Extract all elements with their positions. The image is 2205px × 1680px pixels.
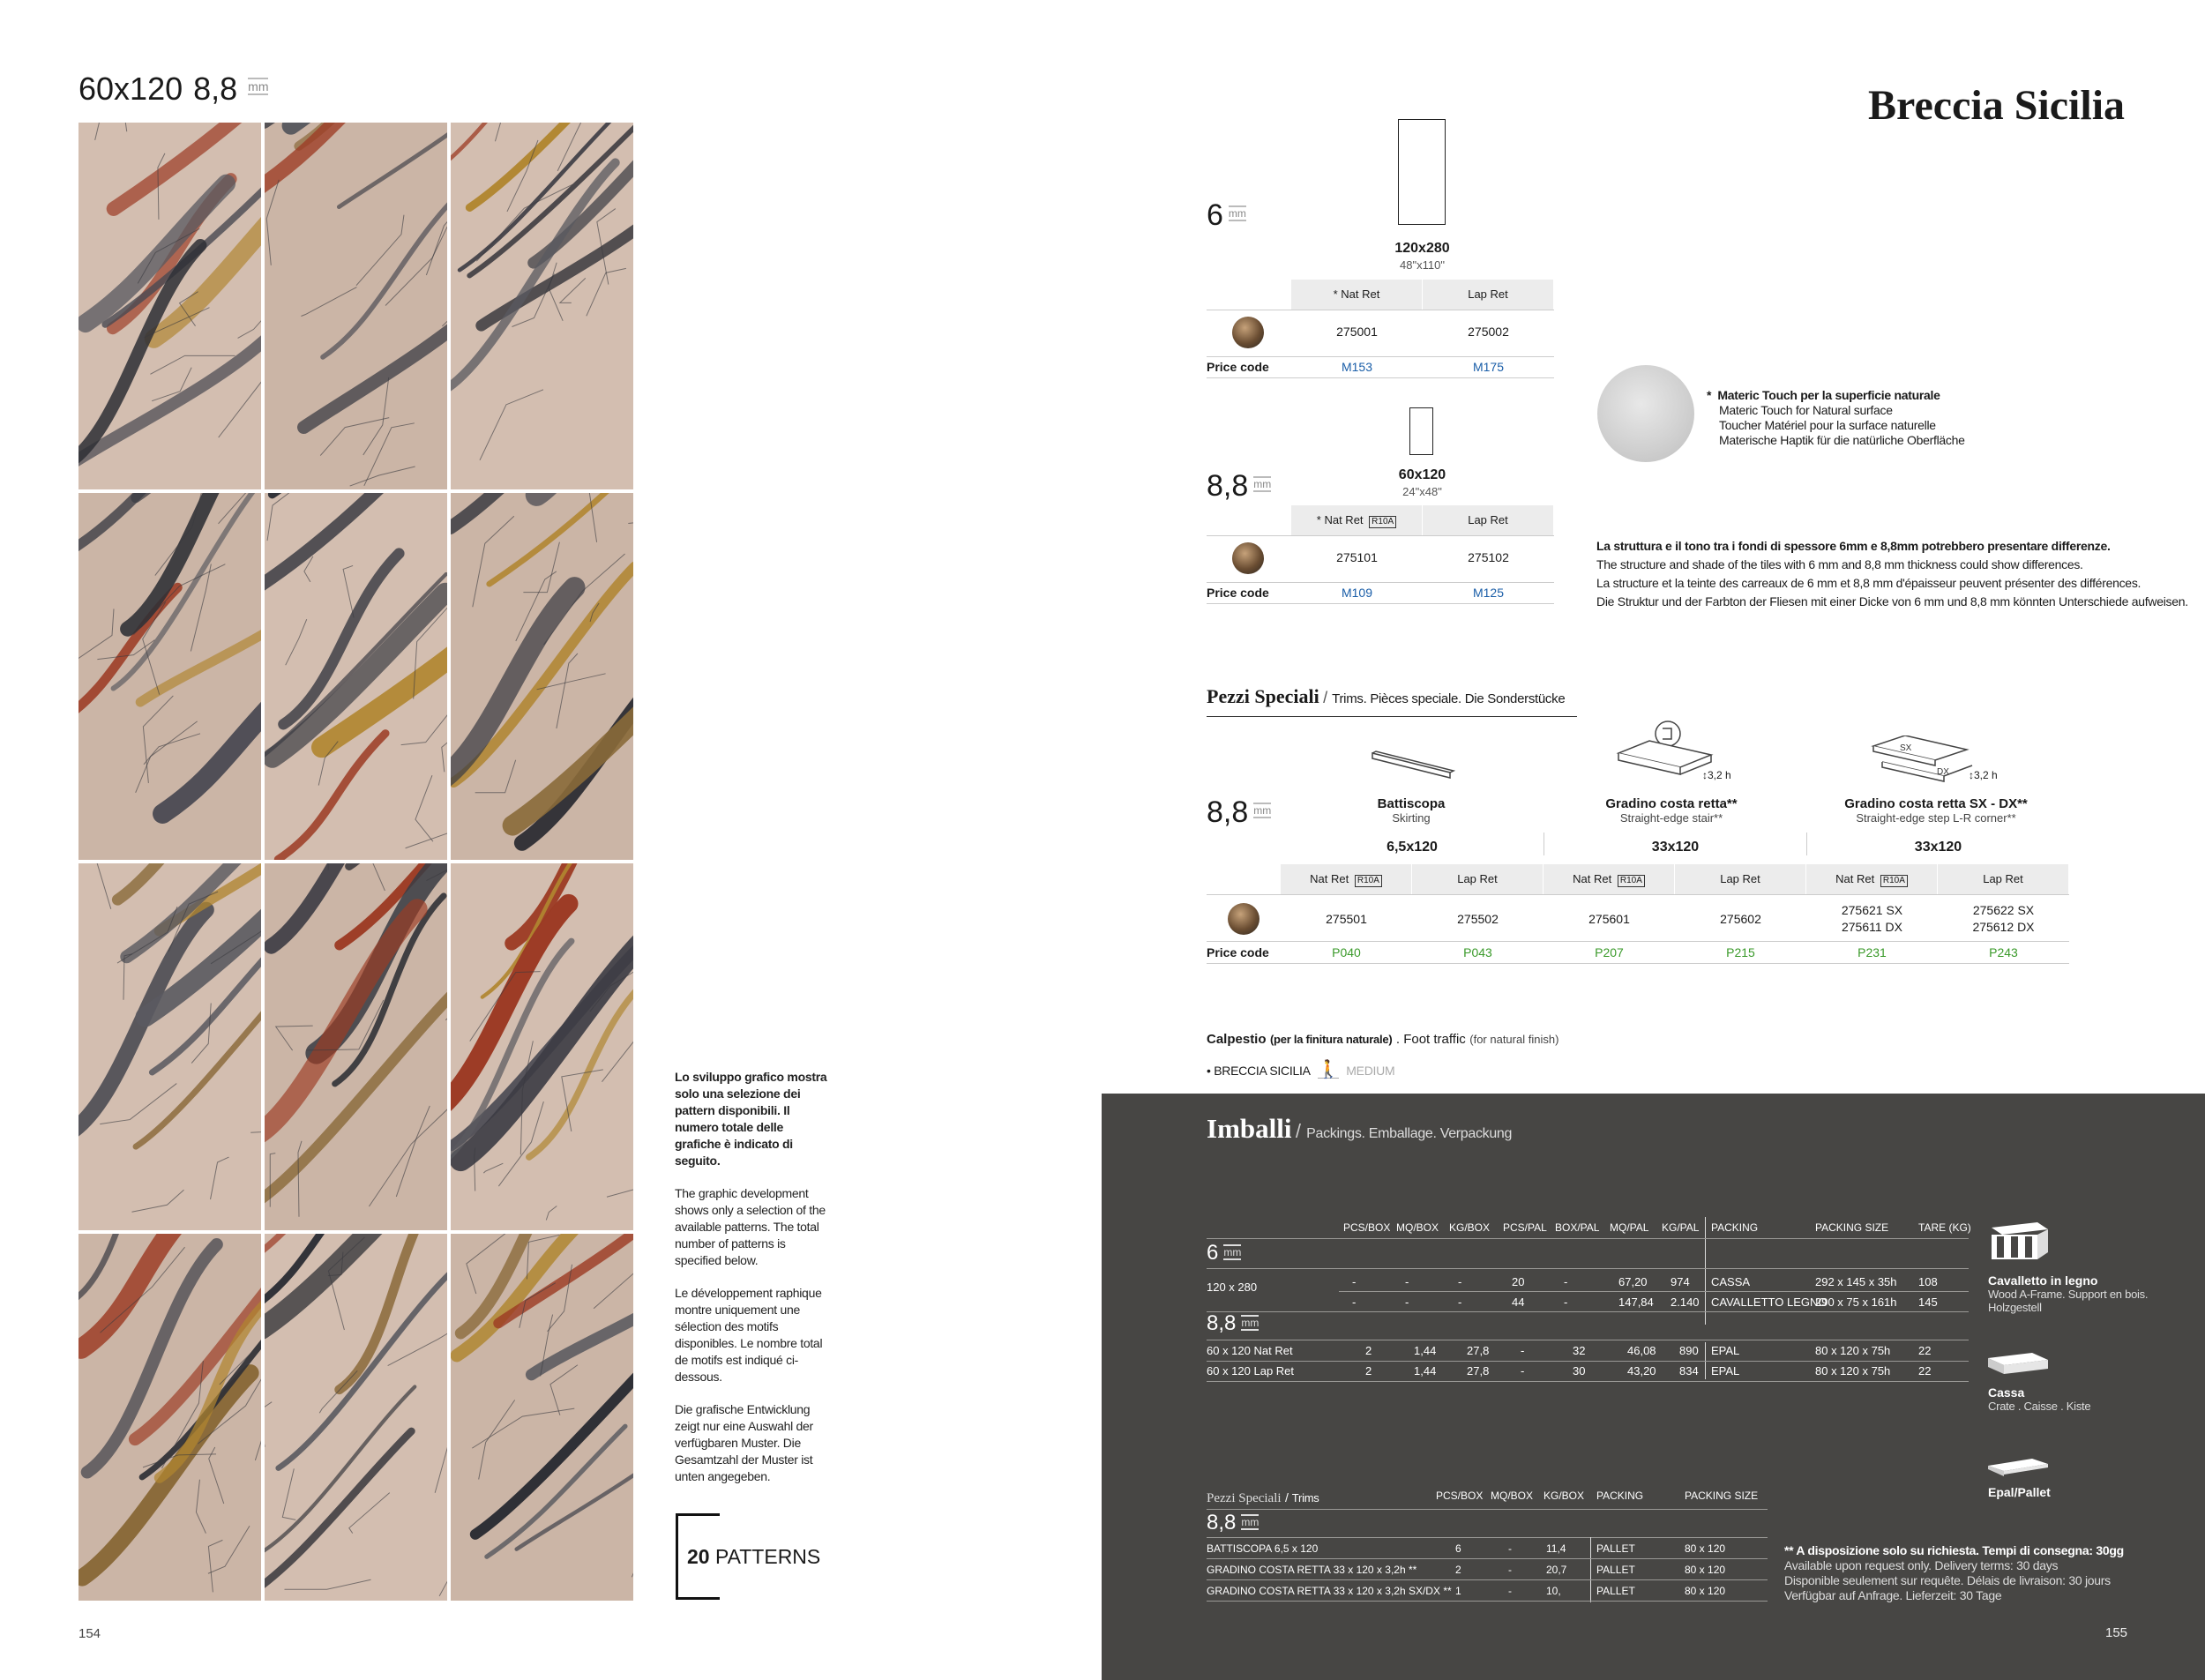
skirting-icon	[1367, 748, 1455, 783]
price-code: P207	[1595, 945, 1624, 959]
packing-cell: 22	[1918, 1344, 1932, 1357]
trims-packing-group	[1207, 1511, 1259, 1535]
packing-cell: 32	[1573, 1344, 1586, 1357]
marble-pattern-tile	[451, 863, 633, 1230]
materic-note	[1707, 388, 1965, 448]
packing-cell: 20	[1512, 1275, 1525, 1288]
col-header: MQ/PAL	[1610, 1221, 1649, 1234]
group-unit: mm	[1241, 1516, 1259, 1528]
format-shape-60x120	[1409, 407, 1433, 455]
col-header: PACKING SIZE	[1815, 1221, 1889, 1234]
divider	[1207, 582, 1554, 583]
sx-label: SX	[1900, 743, 1912, 753]
col-header: PCS/BOX	[1343, 1221, 1391, 1234]
traffic-level: MEDIUM	[1346, 1063, 1395, 1078]
packing-cell: 6	[1455, 1542, 1461, 1555]
group-unit: mm	[1241, 1317, 1259, 1329]
marble-pattern-tile	[78, 863, 261, 1230]
packing-vline	[1705, 1217, 1706, 1325]
slab88-codes	[1291, 550, 1554, 564]
packing-cell: 1	[1455, 1585, 1461, 1597]
difference-fr: La structure et la teinte des carreaux de 6 mm et 8,8 mm d'épaisseur peuvent présenter des différences.	[1596, 576, 2141, 590]
packing-cell: -	[1458, 1275, 1462, 1288]
trim-code: 275612 DX	[1972, 920, 2035, 934]
wood-frame-icon	[1984, 1215, 2052, 1265]
difference-de: Die Struktur und der Farbton der Fliesen mit einer Dicke von 6 mm und 8,8 mm könnten Unterschiede aufweisen.	[1596, 594, 2188, 609]
packing-cell: 145	[1918, 1295, 1938, 1309]
packing-group-6	[1207, 1241, 1241, 1266]
code-nat: 275101	[1336, 550, 1378, 564]
packing-cell: 1,44	[1414, 1364, 1437, 1378]
height-text: 3,2 h	[1974, 769, 1998, 781]
legend-wood-frame	[1988, 1273, 2148, 1314]
patterns-count	[687, 1545, 820, 1569]
difference-it: La struttura e il tono tra i fondi di spessore 6mm e 8,8mm potrebbero presentare differenze.	[1596, 539, 2111, 553]
packing-cell: -	[1458, 1295, 1462, 1309]
format-inch: 48"x110"	[1400, 258, 1445, 272]
col-header: KG/PAL	[1662, 1221, 1700, 1234]
packing-rule	[1207, 1509, 1768, 1510]
packing-cell: -	[1508, 1542, 1512, 1555]
divider	[1207, 535, 1554, 536]
r10a-badge: R10A	[1355, 875, 1382, 887]
trims-header	[1281, 864, 2069, 894]
header-nat-ret	[1291, 505, 1423, 535]
trims-codes	[1281, 901, 2069, 937]
corner-step-icon	[1870, 735, 1976, 787]
marble-pattern-tile	[78, 123, 261, 489]
trims-packing-header-row	[1207, 1490, 1768, 1507]
product-title: Breccia Sicilia	[1868, 82, 2126, 129]
trim-sub: Straight-edge stair**	[1619, 811, 1723, 825]
packing-cell: GRADINO COSTA RETTA 33 x 120 x 3,2h SX/DX **	[1207, 1585, 1452, 1597]
packing-cell: PALLET	[1596, 1542, 1635, 1555]
traffic-en: Foot traffic	[1403, 1032, 1466, 1047]
description-it: Lo sviluppo grafico mostra solo una selezione dei pattern disponibili. Il numero totale delle grafiche è indicato di seguito.	[675, 1070, 827, 1168]
trim-corner	[1817, 796, 2055, 825]
slab6-prices	[1291, 360, 1554, 374]
col-header: KG/BOX	[1544, 1490, 1585, 1502]
legend-name: Cassa	[1988, 1385, 2025, 1400]
header-text: * Nat Ret	[1316, 513, 1364, 526]
price-code-label: Price code	[1207, 945, 1269, 959]
divider	[1207, 377, 1554, 378]
packing-cell: 2	[1365, 1344, 1372, 1357]
header-lap-ret: Lap Ret	[1423, 280, 1554, 310]
packing-cell: 1,44	[1414, 1344, 1437, 1357]
header-nat-ret	[1544, 864, 1675, 894]
packing-cell: -	[1508, 1585, 1512, 1597]
stair-height: ↕3,2 h	[1702, 769, 1731, 781]
trim-sizes	[1281, 833, 2069, 855]
header-lap-ret: Lap Ret	[1675, 864, 1806, 894]
slab88-prices	[1291, 586, 1554, 600]
description-fr: Le développement raphique montre uniquement une sélection des motifs disponibles. Le nombre total de motifs est indiqué ci-dessous.	[675, 1286, 823, 1384]
marble-pattern-tile	[451, 1234, 633, 1601]
trim-skirting	[1323, 796, 1499, 825]
group-thickness: 8,8	[1207, 1511, 1237, 1534]
legend-name: Cavalletto in legno	[1988, 1273, 2098, 1288]
packing-cell: 22	[1918, 1364, 1932, 1378]
trim-code: 275621 SX	[1841, 903, 1903, 917]
packing-rule	[1339, 1291, 1969, 1292]
packing-cell: 20,7	[1546, 1564, 1567, 1576]
thickness-unit: mm	[1253, 804, 1272, 817]
format-thickness: 8,8	[193, 71, 238, 107]
legend-sub: Wood A-Frame. Support en bois.	[1988, 1288, 2149, 1301]
trim-sub: Skirting	[1392, 811, 1431, 825]
price-code: P040	[1332, 945, 1361, 959]
traffic-label: Calpestio	[1207, 1032, 1267, 1047]
packing-cell: 60 x 120 Nat Ret	[1207, 1344, 1293, 1357]
col-header: BOX/PAL	[1555, 1221, 1600, 1234]
page-number-left: 154	[78, 1626, 101, 1641]
trims-packing-heading: Pezzi Speciali / Trims	[1207, 1490, 1319, 1505]
packing-cell: -	[1405, 1275, 1409, 1288]
trim-size: 33x120	[1806, 833, 2069, 855]
r10a-badge: R10A	[1369, 516, 1396, 528]
packing-cell: 11,4	[1546, 1542, 1566, 1555]
materic-texture-image	[1597, 365, 1694, 462]
price-code: P243	[1989, 945, 2018, 959]
trims-packing-title: Pezzi Speciali	[1207, 1491, 1282, 1505]
format-label: 120x280	[1394, 241, 1450, 256]
packing-rule	[1207, 1311, 1969, 1312]
col-header: KG/BOX	[1449, 1221, 1491, 1234]
trims-subtitle: Trims. Pièces speciale. Die Sonderstücke	[1332, 691, 1566, 706]
packing-cell: 27,8	[1467, 1364, 1490, 1378]
code-lap: 275002	[1468, 325, 1509, 339]
packing-rule	[1207, 1238, 1969, 1239]
packing-cell: -	[1508, 1564, 1512, 1576]
col-header: PCS/PAL	[1503, 1221, 1547, 1234]
header-text: Nat Ret	[1573, 872, 1612, 885]
walking-people-icon: 🚶	[1317, 1060, 1340, 1079]
thickness-value: 8,8	[1207, 469, 1249, 503]
divider	[1207, 894, 2069, 895]
trims-prices	[1281, 945, 2069, 959]
packing-cell: -	[1352, 1275, 1357, 1288]
thickness-value: 8,8	[1207, 795, 1249, 829]
marble-pattern-tile	[265, 863, 447, 1230]
packing-cell: PALLET	[1596, 1585, 1635, 1597]
packing-rule	[1207, 1268, 1969, 1269]
note-it: ** A disposizione solo su richiesta. Tempi di consegna: 30gg	[1784, 1543, 2124, 1557]
marble-pattern-tile	[265, 493, 447, 860]
header-nat-ret	[1281, 864, 1412, 894]
group-unit: mm	[1223, 1246, 1242, 1258]
col-header: MQ/BOX	[1491, 1490, 1534, 1502]
foot-traffic-rating	[1207, 1062, 1394, 1079]
packing-cell: -	[1521, 1344, 1525, 1357]
trim-code: 275622 SX	[1972, 903, 2035, 917]
trim-size: 33x120	[1544, 833, 1806, 855]
dx-label: DX	[1937, 767, 1949, 777]
trim-stair	[1570, 796, 1773, 825]
patterns-label: PATTERNS	[714, 1545, 821, 1568]
pallet-icon	[1984, 1453, 2052, 1480]
col-header: MQ/BOX	[1396, 1221, 1439, 1234]
packing-cell: 80 x 120	[1685, 1564, 1726, 1576]
header-lap-ret: Lap Ret	[1412, 864, 1544, 894]
packing-cell: CAVALLETTO LEGNO	[1711, 1295, 1828, 1309]
materic-de: Materische Haptik für die natürliche Oberfläche	[1719, 433, 1965, 447]
packing-rule	[1207, 1537, 1768, 1538]
trim-name: Gradino costa retta SX - DX**	[1844, 796, 2028, 811]
thickness-value: 6	[1207, 198, 1223, 232]
marble-pattern-tile	[265, 1234, 447, 1601]
slab6-codes	[1291, 325, 1554, 339]
packing-cell: 44	[1512, 1295, 1525, 1309]
format-size: 60x120	[78, 71, 183, 107]
trims-heading: Pezzi Speciali / Trims. Pièces speciale. Die Sonderstücke	[1207, 685, 1566, 707]
packing-cell: 2	[1365, 1364, 1372, 1378]
height-text: 3,2 h	[1708, 769, 1731, 781]
price-code-label: Price code	[1207, 586, 1269, 600]
availability-note	[1784, 1543, 2124, 1603]
packing-heading: Imballi / Packings. Emballage. Verpackung	[1207, 1113, 1513, 1144]
divider	[1207, 356, 1554, 357]
packing-cell: 290 x 75 x 161h	[1815, 1295, 1897, 1309]
format-label: 60x120	[1398, 467, 1446, 482]
price-nat: M153	[1341, 360, 1373, 374]
trim-code-pair	[1806, 902, 1938, 936]
packing-cell: BATTISCOPA 6,5 x 120	[1207, 1542, 1319, 1555]
thickness-unit: mm	[1253, 478, 1272, 490]
header-nat-ret	[1806, 864, 1938, 894]
packing-cell: 80 x 120	[1685, 1542, 1726, 1555]
r10a-badge: R10A	[1618, 875, 1645, 887]
col-header: PACKING	[1596, 1490, 1644, 1502]
code-nat: 275001	[1336, 325, 1378, 339]
header-text: Nat Ret	[1310, 872, 1349, 885]
packing-cell: 2.140	[1671, 1295, 1700, 1309]
packing-cell: CASSA	[1711, 1275, 1751, 1288]
header-lap-ret: Lap Ret	[1423, 505, 1554, 535]
price-code-label: Price code	[1207, 360, 1269, 374]
group-thickness: 6	[1207, 1241, 1219, 1265]
packing-cell: 890	[1679, 1344, 1699, 1357]
packing-cell: PALLET	[1596, 1564, 1635, 1576]
price-code: P231	[1857, 945, 1887, 959]
price-lap: M125	[1472, 586, 1505, 600]
page-number-right: 155	[2105, 1625, 2128, 1640]
header-lap-ret: Lap Ret	[1938, 864, 2069, 894]
packing-cell: -	[1405, 1295, 1409, 1309]
packing-cell: 147,84	[1618, 1295, 1654, 1309]
trim-sub: Straight-edge step L-R corner**	[1856, 811, 2016, 825]
thickness-unit: mm	[248, 79, 269, 93]
legend-sub: Crate . Caisse . Kiste	[1988, 1400, 2091, 1413]
packing-cell: EPAL	[1711, 1364, 1740, 1378]
marble-pattern-tile	[78, 1234, 261, 1601]
price-code: P215	[1726, 945, 1755, 959]
color-swatch	[1232, 542, 1264, 574]
foot-traffic-heading: Calpestio (per la finitura naturale) . Foot traffic (for natural finish)	[1207, 1032, 1559, 1047]
packing-cell: 2	[1455, 1564, 1461, 1576]
note-de: Verfügbar auf Anfrage. Lieferzeit: 30 Tage	[1784, 1588, 2002, 1602]
packing-cell: 43,20	[1627, 1364, 1656, 1378]
materic-fr: Toucher Matériel pour la surface naturelle	[1719, 418, 1936, 432]
divider	[1207, 963, 2069, 964]
divider	[1207, 603, 1554, 604]
packing-cell: EPAL	[1711, 1344, 1740, 1357]
divider	[1207, 941, 2069, 942]
traffic-en-note: (for natural finish)	[1469, 1033, 1559, 1046]
note-en: Available upon request only. Delivery terms: 30 days	[1784, 1558, 2059, 1572]
group-thickness: 8,8	[1207, 1311, 1237, 1335]
legend-crate	[1988, 1385, 2090, 1413]
legend-sub: Holzgestell	[1988, 1301, 2042, 1314]
traffic-item: • BRECCIA SICILIA	[1207, 1063, 1311, 1078]
trim-code: 275611 DX	[1841, 920, 1902, 934]
price-lap: M175	[1472, 360, 1505, 374]
thickness-difference-note	[1596, 537, 2188, 611]
packing-cell: 80 x 120	[1685, 1585, 1726, 1597]
packing-cell: -	[1352, 1295, 1357, 1309]
thickness-6	[1207, 198, 1246, 233]
note-fr: Disponible seulement sur requête. Délais de livraison: 30 jours	[1784, 1573, 2111, 1587]
price-code: P043	[1463, 945, 1492, 959]
packing-rule	[1207, 1579, 1768, 1580]
pattern-description	[675, 1069, 829, 1501]
legend-pallet: Epal/Pallet	[1988, 1485, 2051, 1499]
packing-rule	[1207, 1601, 1768, 1602]
patterns-number: 20	[687, 1545, 710, 1568]
crate-icon	[1984, 1349, 2052, 1379]
packing-group-88	[1207, 1311, 1259, 1336]
slab6-header	[1291, 280, 1554, 310]
packing-row-label: 120 x 280	[1207, 1281, 1258, 1294]
packing-rule	[1207, 1361, 1969, 1362]
packing-cell: 67,20	[1618, 1275, 1648, 1288]
difference-en: The structure and shade of the tiles with 6 mm and 8,8 mm thickness could show differences.	[1596, 557, 2083, 571]
packing-cell: -	[1564, 1275, 1568, 1288]
trims-thickness	[1207, 795, 1271, 830]
trim-name: Battiscopa	[1377, 796, 1446, 811]
packing-cell: 834	[1679, 1364, 1699, 1378]
format-inch: 24"x48"	[1402, 485, 1442, 498]
pattern-grid	[78, 123, 636, 1602]
packing-cell: 30	[1573, 1364, 1586, 1378]
materic-it: * Materic Touch per la superficie naturale	[1707, 388, 1940, 402]
r10a-badge: R10A	[1880, 875, 1908, 887]
corner-height: ↕3,2 h	[1969, 769, 1998, 781]
slab88-header	[1291, 505, 1554, 535]
trim-code: 275602	[1720, 912, 1761, 926]
header-nat-ret: * Nat Ret	[1291, 280, 1423, 310]
packing-cell: 80 x 120 x 75h	[1815, 1344, 1891, 1357]
trim-code-pair	[1938, 902, 2069, 936]
packing-cell: 292 x 145 x 35h	[1815, 1275, 1897, 1288]
packing-cell: 974	[1671, 1275, 1690, 1288]
trims-packing-sub: Trims	[1291, 1491, 1319, 1505]
packing-cell: 80 x 120 x 75h	[1815, 1364, 1891, 1378]
packing-cell: 46,08	[1627, 1344, 1656, 1357]
format-shape-120x280	[1398, 119, 1446, 225]
format-heading	[78, 71, 268, 108]
materic-it-text: Materic Touch per la superficie naturale	[1717, 388, 1940, 402]
packing-cell: 27,8	[1467, 1344, 1490, 1357]
trim-size: 6,5x120	[1387, 840, 1438, 855]
trim-name: Gradino costa retta**	[1605, 796, 1738, 811]
packing-cell: 10,	[1546, 1585, 1561, 1597]
thickness-unit: mm	[1228, 207, 1246, 220]
packing-rule	[1207, 1558, 1768, 1559]
description-en: The graphic development shows only a selection of the available patterns. The total number of patterns is specified below.	[675, 1186, 826, 1267]
marble-pattern-tile	[78, 493, 261, 860]
thickness-88	[1207, 469, 1271, 504]
packing-header-row	[1207, 1221, 1969, 1239]
description-de: Die grafische Entwicklung zeigt nur eine Auswahl der verfügbaren Muster. Die Gesamtzahl der Muster ist unten angegeben.	[675, 1402, 813, 1483]
materic-en: Materic Touch for Natural surface	[1719, 403, 1893, 417]
marble-pattern-tile	[265, 123, 447, 489]
packing-vline	[1590, 1537, 1591, 1602]
col-header: PACKING SIZE	[1685, 1490, 1759, 1502]
packing-cell: -	[1564, 1295, 1568, 1309]
col-header: PACKING	[1711, 1221, 1759, 1234]
color-swatch	[1228, 903, 1259, 935]
marble-pattern-tile	[451, 123, 633, 489]
packing-cell: 60 x 120 Lap Ret	[1207, 1364, 1295, 1378]
code-lap: 275102	[1468, 550, 1509, 564]
heading-rule	[1207, 716, 1577, 717]
marble-pattern-tile	[451, 493, 633, 860]
traffic-label-note: (per la finitura naturale)	[1269, 1033, 1393, 1046]
packing-subtitle: Packings. Emballage. Verpackung	[1306, 1126, 1513, 1141]
trim-code: 275502	[1457, 912, 1499, 926]
color-swatch	[1232, 317, 1264, 348]
packing-cell: -	[1521, 1364, 1525, 1378]
trim-code: 275601	[1588, 912, 1630, 926]
packing-cell: GRADINO COSTA RETTA 33 x 120 x 3,2h **	[1207, 1564, 1417, 1576]
price-nat: M109	[1341, 586, 1373, 600]
packing-rule	[1207, 1381, 1969, 1382]
trims-title: Pezzi Speciali	[1207, 685, 1319, 707]
packing-cell: 108	[1918, 1275, 1938, 1288]
packing-title: Imballi	[1207, 1113, 1292, 1144]
col-header: TARE (KG)	[1918, 1221, 1971, 1234]
trim-code: 275501	[1326, 912, 1367, 926]
header-text: Nat Ret	[1835, 872, 1875, 885]
col-header: PCS/BOX	[1436, 1490, 1484, 1502]
